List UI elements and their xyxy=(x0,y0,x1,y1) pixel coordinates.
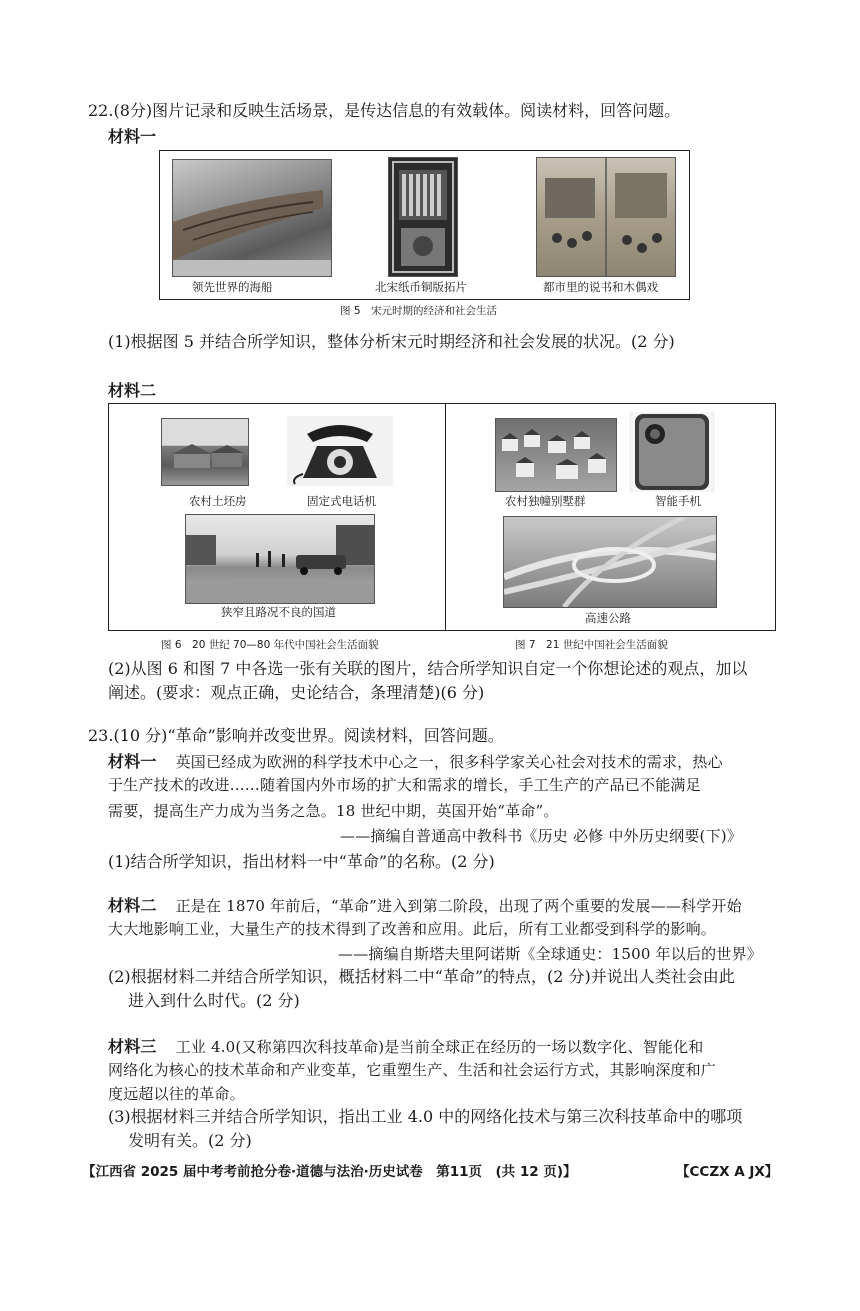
q23-material2-label: 材料二 xyxy=(108,896,157,915)
q22-sub2-line2: 阐述。(要求：观点正确，史论结合，条理清楚)(6 分) xyxy=(108,683,485,702)
q23-m1-line3: 需要，提高生产力成为当务之急。18 世纪中期，英国开始“革命”。 xyxy=(108,802,559,820)
storytelling-painting-photo xyxy=(536,157,676,277)
q23-sub2-line2: 进入到什么时代。(2 分) xyxy=(128,991,300,1010)
q23-material1-label: 材料一 xyxy=(108,752,157,771)
q22-stem: 22.(8分)图片记录和反映生活场景，是传达信息的有效载体。阅读材料，回答问题。 xyxy=(88,101,681,120)
q23-stem: 23.(10 分)“革命”影响并改变世界。阅读材料，回答问题。 xyxy=(88,726,504,745)
fig5-caption: 图 5 宋元时期的经济和社会生活 xyxy=(340,305,498,317)
figure5-frame xyxy=(159,150,690,300)
fig7-pic2-label: 智能手机 xyxy=(655,494,701,508)
rotary-phone-photo xyxy=(287,416,393,486)
q22-material1-label: 材料一 xyxy=(108,127,157,146)
q23-sub1: (1)结合所学知识，指出材料一中“革命”的名称。(2 分) xyxy=(108,852,495,871)
ancient-ship-photo xyxy=(172,159,332,277)
q23-m3-line1: 工业 4.0(又称第四次科技革命)是当前全球正在经历的一场以数字化、智能化和 xyxy=(175,1038,704,1056)
q23-sub3-line1: (3)根据材料三并结合所学知识，指出工业 4.0 中的网络化技术与第三次科技革命中的哪项 xyxy=(108,1107,743,1126)
fig6-caption: 图 6 20 世纪 70—80 年代中国社会生活面貌 xyxy=(161,639,379,651)
q23-m2-source: ——摘编自斯塔夫里阿诺斯《全球通史：1500 年以后的世界》 xyxy=(338,945,762,963)
fig6-pic1-label: 农村土坯房 xyxy=(189,494,247,508)
q23-m1-source: ——摘编自普通高中教科书《历史 必修 中外历史纲要(下)》 xyxy=(340,827,743,845)
fig6-pic3-label: 狭窄且路况不良的国道 xyxy=(221,605,336,619)
expressway-photo xyxy=(503,516,717,608)
footer-code: 【CCZX A JX】 xyxy=(676,1164,779,1180)
q23-m2-line2: 大大地影响工业，大量生产的技术得到了改善和应用。此后，所有工业都受到科学的影响。 xyxy=(108,920,717,938)
rural-villas-photo xyxy=(495,418,617,492)
smartphone-photo xyxy=(629,412,715,492)
q23-m1-line2: 于生产技术的改进……随着国内外市场的扩大和需求的增长，手工生产的产品已不能满足 xyxy=(108,776,701,794)
q23-m3-line3: 度远超以往的革命。 xyxy=(108,1085,245,1103)
fig7-caption: 图 7 21 世纪中国社会生活面貌 xyxy=(515,639,668,651)
q22-material2-label: 材料二 xyxy=(108,381,157,400)
fig6-pic2-label: 固定式电话机 xyxy=(307,494,376,508)
q23-m2-line1: 正是在 1870 年前后，“革命”进入到第二阶段，出现了两个重要的发展——科学开始 xyxy=(175,897,742,915)
q23-material3-label: 材料三 xyxy=(108,1037,157,1056)
fig5-pic2-label: 北宋纸币铜版拓片 xyxy=(375,280,467,294)
q23-sub2-line1: (2)根据材料二并结合所学知识，概括材料二中“革命”的特点，(2 分)并说出人类社会由此 xyxy=(108,967,735,986)
frame-divider xyxy=(445,404,446,630)
footer-exam-info: 【江西省 2025 届中考考前抢分卷·道德与法治·历史试卷 第11页 (共 12 页)】 xyxy=(82,1164,577,1180)
q22-sub1: (1)根据图 5 并结合所学知识，整体分析宋元时期经济和社会发展的状况。(2 分) xyxy=(108,332,675,351)
q23-m1-line1: 英国已经成为欧洲的科学技术中心之一，很多科学家关心社会对技术的需求，热心 xyxy=(175,753,723,771)
narrow-road-photo xyxy=(185,514,375,604)
fig5-pic1-label: 领先世界的海船 xyxy=(192,280,273,294)
mud-house-photo xyxy=(161,418,249,486)
fig5-pic3-label: 都市里的说书和木偶戏 xyxy=(543,280,658,294)
fig7-pic1-label: 农村独幢别墅群 xyxy=(505,494,586,508)
q23-m3-line2: 网络化为核心的技术革命和产业变革，它重塑生产、生活和社会运行方式，其影响深度和广 xyxy=(108,1061,717,1079)
q22-sub2-line1: (2)从图 6 和图 7 中各选一张有关联的图片，结合所学知识自定一个你想论述的观点，加以 xyxy=(108,659,748,678)
banknote-rubbing-photo xyxy=(388,157,458,277)
figure6-7-frame xyxy=(108,403,776,631)
q23-sub3-line2: 发明有关。(2 分) xyxy=(128,1131,252,1150)
fig7-pic3-label: 高速公路 xyxy=(585,611,631,625)
